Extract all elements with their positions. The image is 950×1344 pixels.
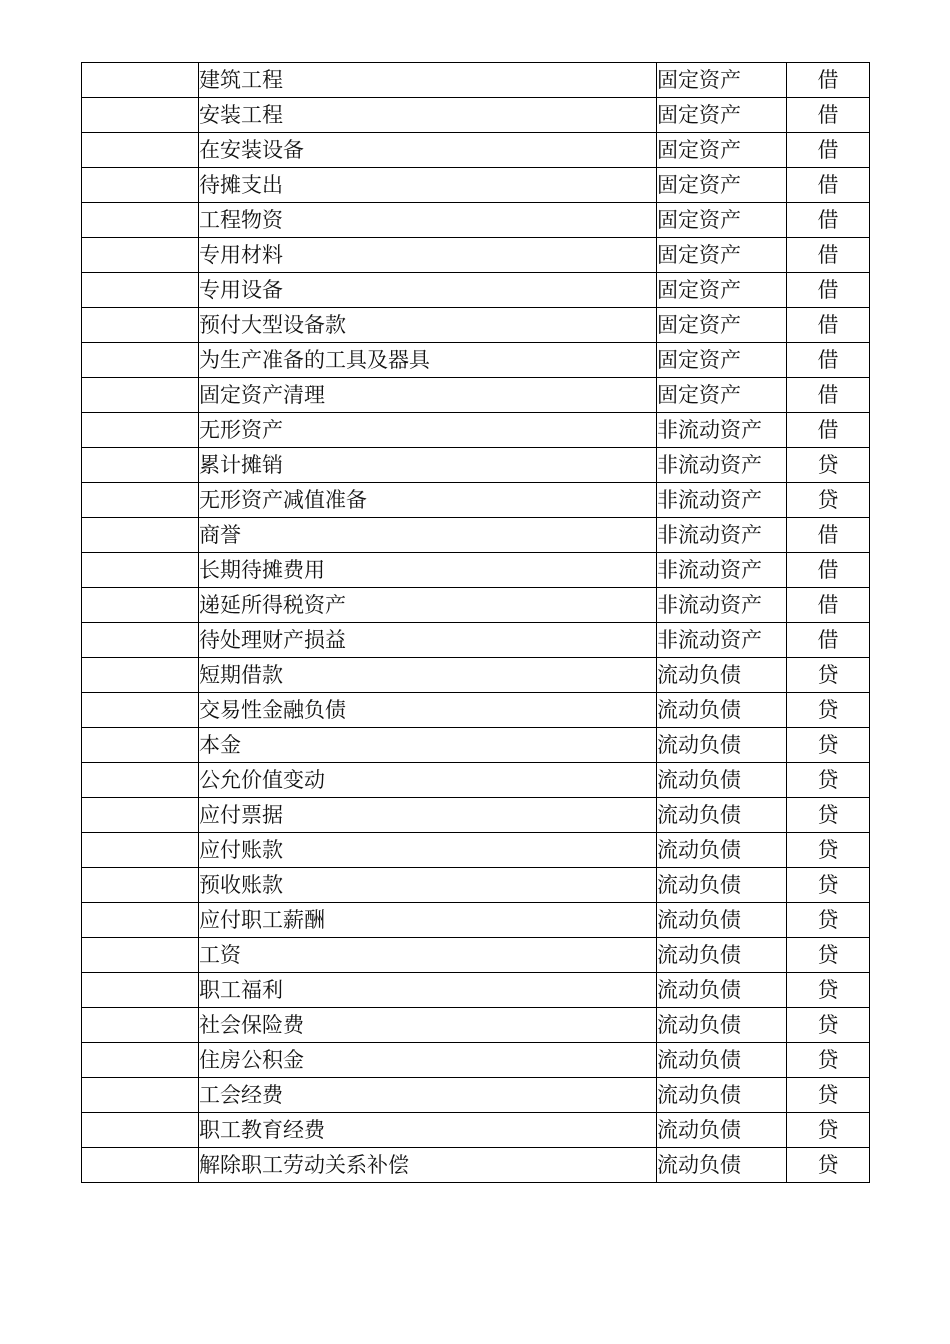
account-code-cell [82,168,199,203]
account-code-cell [82,518,199,553]
account-name-cell: 交易性金融负债 [199,693,657,728]
account-name-cell: 预收账款 [199,868,657,903]
account-category-cell: 流动负债 [657,938,787,973]
account-code-cell [82,448,199,483]
balance-direction-cell: 借 [787,63,870,98]
table-row [82,868,870,903]
balance-direction-cell: 借 [787,308,870,343]
balance-direction-cell: 贷 [787,448,870,483]
account-code-cell [82,763,199,798]
table-row [82,658,870,693]
account-category-cell: 流动负债 [657,973,787,1008]
account-code-cell [82,693,199,728]
account-name-cell: 待处理财产损益 [199,623,657,658]
account-name-cell: 待摊支出 [199,168,657,203]
account-name-cell: 应付账款 [199,833,657,868]
balance-direction-cell: 借 [787,623,870,658]
account-name-cell: 工资 [199,938,657,973]
account-category-cell: 非流动资产 [657,518,787,553]
table-row [82,1148,870,1183]
account-table [81,62,870,1183]
balance-direction-cell: 贷 [787,868,870,903]
table-row [82,693,870,728]
account-code-cell [82,903,199,938]
balance-direction-cell: 贷 [787,763,870,798]
account-name-cell: 本金 [199,728,657,763]
table-row [82,833,870,868]
account-name-cell: 在安装设备 [199,133,657,168]
table-row [82,308,870,343]
balance-direction-cell: 借 [787,238,870,273]
account-code-cell [82,63,199,98]
account-name-cell: 固定资产清理 [199,378,657,413]
balance-direction-cell: 贷 [787,483,870,518]
table-row [82,343,870,378]
account-category-cell: 非流动资产 [657,448,787,483]
account-category-cell: 流动负债 [657,833,787,868]
account-name-cell: 社会保险费 [199,1008,657,1043]
account-category-cell: 固定资产 [657,168,787,203]
table-row [82,1078,870,1113]
account-code-cell [82,798,199,833]
balance-direction-cell: 贷 [787,903,870,938]
account-code-cell [82,868,199,903]
account-name-cell: 长期待摊费用 [199,553,657,588]
account-name-cell: 职工教育经费 [199,1113,657,1148]
account-category-cell: 固定资产 [657,98,787,133]
account-name-cell: 专用设备 [199,273,657,308]
account-category-cell: 流动负债 [657,1043,787,1078]
table-row [82,238,870,273]
table-row [82,728,870,763]
balance-direction-cell: 借 [787,518,870,553]
account-code-cell [82,308,199,343]
account-category-cell: 流动负债 [657,763,787,798]
account-code-cell [82,728,199,763]
account-category-cell: 流动负债 [657,693,787,728]
account-category-cell: 流动负债 [657,903,787,938]
account-category-cell: 非流动资产 [657,623,787,658]
balance-direction-cell: 贷 [787,1078,870,1113]
table-row [82,623,870,658]
account-name-cell: 工程物资 [199,203,657,238]
account-name-cell: 应付职工薪酬 [199,903,657,938]
balance-direction-cell: 贷 [787,973,870,1008]
account-category-cell: 流动负债 [657,1078,787,1113]
account-code-cell [82,203,199,238]
balance-direction-cell: 借 [787,553,870,588]
balance-direction-cell: 贷 [787,938,870,973]
table-row [82,98,870,133]
account-name-cell: 公允价值变动 [199,763,657,798]
account-name-cell: 应付票据 [199,798,657,833]
balance-direction-cell: 借 [787,378,870,413]
account-code-cell [82,133,199,168]
account-name-cell: 职工福利 [199,973,657,1008]
balance-direction-cell: 借 [787,168,870,203]
account-name-cell: 短期借款 [199,658,657,693]
account-category-cell: 非流动资产 [657,553,787,588]
account-category-cell: 流动负债 [657,1148,787,1183]
balance-direction-cell: 贷 [787,1008,870,1043]
account-category-cell: 固定资产 [657,238,787,273]
table-row [82,518,870,553]
account-name-cell: 住房公积金 [199,1043,657,1078]
table-row [82,763,870,798]
balance-direction-cell: 贷 [787,658,870,693]
balance-direction-cell: 贷 [787,798,870,833]
table-row [82,973,870,1008]
table-row [82,203,870,238]
account-name-cell: 建筑工程 [199,63,657,98]
table-row [82,938,870,973]
table-row [82,798,870,833]
balance-direction-cell: 借 [787,273,870,308]
account-category-cell: 流动负债 [657,1113,787,1148]
table-row [82,448,870,483]
account-category-cell: 非流动资产 [657,483,787,518]
account-code-cell [82,588,199,623]
account-code-cell [82,658,199,693]
account-name-cell: 解除职工劳动关系补偿 [199,1148,657,1183]
balance-direction-cell: 借 [787,203,870,238]
account-code-cell [82,1148,199,1183]
table-row [82,1113,870,1148]
account-code-cell [82,1008,199,1043]
account-category-cell: 固定资产 [657,378,787,413]
account-category-cell: 流动负债 [657,1008,787,1043]
account-category-cell: 流动负债 [657,658,787,693]
account-category-cell: 固定资产 [657,63,787,98]
account-code-cell [82,623,199,658]
account-name-cell: 专用材料 [199,238,657,273]
balance-direction-cell: 借 [787,588,870,623]
account-name-cell: 预付大型设备款 [199,308,657,343]
account-category-cell: 固定资产 [657,308,787,343]
account-name-cell: 安装工程 [199,98,657,133]
account-name-cell: 累计摊销 [199,448,657,483]
balance-direction-cell: 借 [787,413,870,448]
balance-direction-cell: 贷 [787,693,870,728]
account-code-cell [82,938,199,973]
table-row [82,553,870,588]
account-category-cell: 流动负债 [657,728,787,763]
account-code-cell [82,973,199,1008]
table-row [82,133,870,168]
table-row [82,273,870,308]
account-code-cell [82,413,199,448]
account-code-cell [82,1078,199,1113]
account-name-cell: 商誉 [199,518,657,553]
account-category-cell: 流动负债 [657,798,787,833]
table-row [82,413,870,448]
account-code-cell [82,1043,199,1078]
balance-direction-cell: 贷 [787,1043,870,1078]
table-row [82,168,870,203]
account-name-cell: 为生产准备的工具及器具 [199,343,657,378]
account-category-cell: 固定资产 [657,203,787,238]
account-category-cell: 非流动资产 [657,588,787,623]
balance-direction-cell: 贷 [787,1113,870,1148]
account-category-cell: 固定资产 [657,133,787,168]
account-code-cell [82,1113,199,1148]
account-name-cell: 工会经费 [199,1078,657,1113]
account-category-cell: 固定资产 [657,273,787,308]
account-table-body [82,63,870,1183]
table-row [82,63,870,98]
balance-direction-cell: 贷 [787,728,870,763]
account-category-cell: 流动负债 [657,868,787,903]
account-name-cell: 递延所得税资产 [199,588,657,623]
table-row [82,1043,870,1078]
account-code-cell [82,483,199,518]
account-category-cell: 非流动资产 [657,413,787,448]
account-code-cell [82,553,199,588]
balance-direction-cell: 贷 [787,833,870,868]
table-row [82,588,870,623]
balance-direction-cell: 借 [787,133,870,168]
balance-direction-cell: 借 [787,343,870,378]
balance-direction-cell: 借 [787,98,870,133]
account-name-cell: 无形资产 [199,413,657,448]
account-code-cell [82,273,199,308]
table-row [82,483,870,518]
account-code-cell [82,833,199,868]
table-row [82,1008,870,1043]
account-category-cell: 固定资产 [657,343,787,378]
account-code-cell [82,343,199,378]
account-code-cell [82,98,199,133]
table-row [82,903,870,938]
account-code-cell [82,378,199,413]
account-name-cell: 无形资产减值准备 [199,483,657,518]
account-code-cell [82,238,199,273]
table-row [82,378,870,413]
balance-direction-cell: 贷 [787,1148,870,1183]
